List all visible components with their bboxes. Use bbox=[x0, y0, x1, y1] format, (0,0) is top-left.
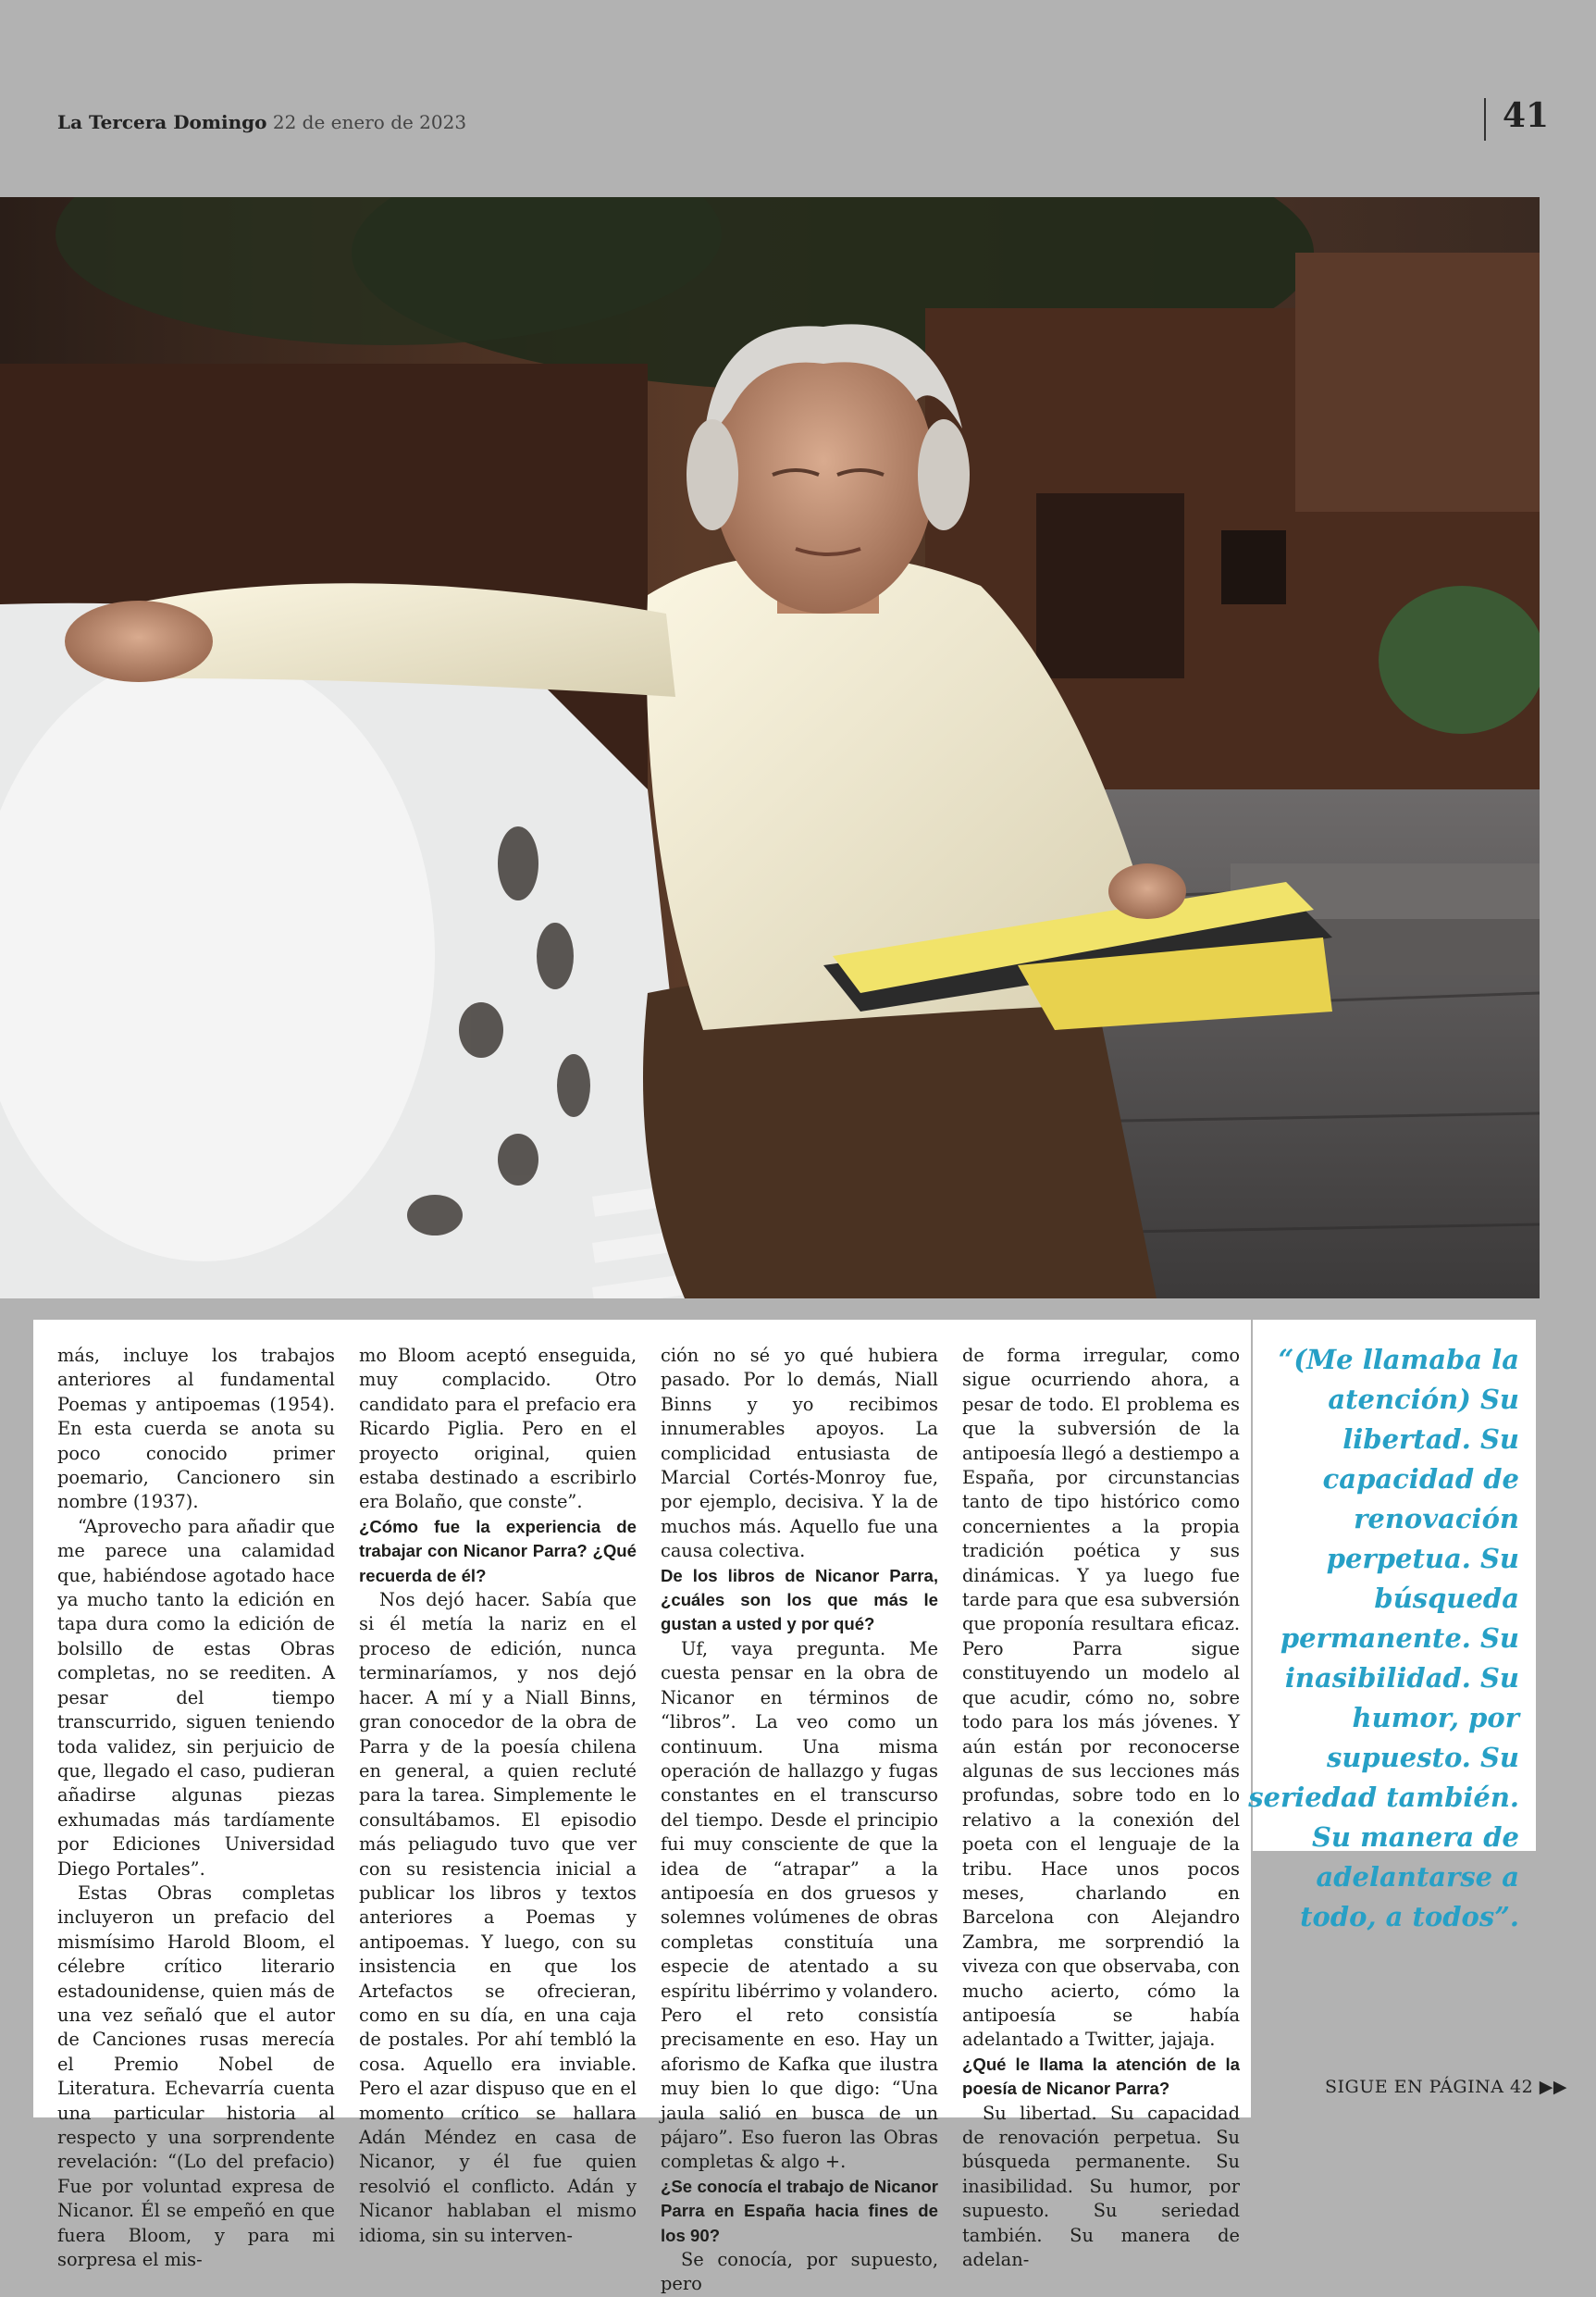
pullquote-box bbox=[1248, 1320, 1536, 1932]
continued-on-page: SIGUE EN PÁGINA 42 ▶▶ bbox=[1325, 2077, 1567, 2097]
pull-quote: “(Me llamaba la atención) Su libertad. Su capacidad de renovación perpetua. Su búsqueda permanente. Su inasibilidad. Su humor, por supuesto. Su seriedad también. Su manera de adelantarse a todo, a todos”. bbox=[1248, 1344, 1519, 1932]
paragraph: de forma irregular, como sigue ocurriendo ahora, a pesar de todo. El problema es que la subversión de la antipoesía llegó a destiempo a España, por circunstancias tanto de tipo histórico como concernientes a la propia tradición poética y sus dinámicas. Y ya luego fue tarde para que esa subversión que proponía resultara eficaz. Pero Parra sigue constituyendo un modelo al que acudir, cómo no, sobre todo para los más jóvenes. Y aún están por reconocerse algunas de sus lecciones más profundas, sobre todo en lo relativo a la conexión del poeta con el lenguaje de la tribu. Hace unos pocos meses, charlando en Barcelona con Alejandro Zambra, me sorprendió la viveza con que observaba, con mucho acierto, cómo la antipoesía se había adelantado a Twitter, jajaja. bbox=[962, 1345, 1240, 2051]
paragraph: Su libertad. Su capacidad de renovación perpetua. Su búsqueda permanente. Su inasibilidad. Su humor, por supuesto. Su seriedad también. Su manera de adelan- bbox=[962, 2102, 1240, 2271]
paragraph: más, incluye los trabajos anteriores al fundamental Poemas y antipoemas (1954). En esta cuerda se anota su poco conocido primer poemario, Cancionero sin nombre (1937). bbox=[57, 1345, 335, 1513]
interview-question: ¿Se conocía el trabajo de Nicanor Parra en España hacia fines de los 90? bbox=[661, 2176, 938, 2245]
paragraph: mo Bloom aceptó enseguida, muy complacido. Otro candidato para el prefacio era Ricardo Piglia. Pero en el proyecto original, quien estaba destinado a escribirlo era Bolaño, que conste”. bbox=[359, 1345, 637, 1513]
paragraph: Estas Obras completas incluyeron un prefacio del mismísimo Harold Bloom, el célebre crítico literario estadounidense, quien más de una vez señaló que el autor de Canciones rusas merecía el Premio Nobel de Literatura. Echevarría cuenta una particular historia al respecto y una sorprendente revelación: “(Lo del prefacio) Fue por voluntad expresa de Nicanor. Él se empeñó en que fuera Bloom, y para mi sorpresa el mis- bbox=[57, 1881, 335, 2271]
interview-question: ¿Qué le llama la atención de la poesía de Nicanor Parra? bbox=[962, 2054, 1240, 2099]
publication-name: La Tercera Domingo bbox=[57, 111, 267, 133]
page-number: 41 bbox=[1503, 96, 1550, 135]
portrait-photo bbox=[0, 197, 1540, 1298]
paragraph: Se conocía, por supuesto, pero bbox=[661, 2249, 938, 2295]
issue-date: 22 de enero de 2023 bbox=[272, 111, 467, 133]
paragraph: ción no sé yo qué hubiera pasado. Por lo demás, Niall Binns y yo recibimos innumerables apoyos. La complicidad entusiasta de Marcial Cortés-Monroy fue, por ejemplo, decisiva. Y la de muchos más. Aquello fue una causa colectiva. bbox=[661, 1345, 938, 1562]
interview-question: ¿Cómo fue la experiencia de trabajar con Nicanor Parra? ¿Qué recuerda de él? bbox=[359, 1516, 637, 1585]
paragraph: Nos dejó hacer. Sabía que si él metía la nariz en el proceso de edición, nunca terminaríamos, y nos dejó hacer. A mí y a Niall Binns, gran conocedor de la obra de Parra y de la poesía chilena en general, a quien recluté para la tarea. Simplemente le consultábamos. El episodio más peliagudo tuvo que ver con su resistencia inicial a publicar los libros y textos anteriores a Poemas y antipoemas. Y luego, con su insistencia en que los Artefactos se ofrecieran, como en su día, en una caja de postales. Por ahí tembló la cosa. Aquello era inviable. Pero el azar dispuso que en el momento crítico se hallara Adán Méndez en casa de Nicanor, y él fue quien resolvió el conflicto. Adán y Nicanor hablaban el mismo idioma, sin su interven- bbox=[359, 1589, 637, 2246]
text-column-2 bbox=[359, 1344, 637, 2248]
paragraph: “Aprovecho para añadir que me parece una calamidad que, habiéndose agotado hace ya mucho tanto la edición en tapa dura como la edición de bolsillo de estas Obras completas, no se reediten. A pesar del tiempo transcurrido, siguen teniendo toda validez, sin perjuicio de que, llegado el caso, pudieran añadirse algunas piezas exhumadas más tardíamente por Ediciones Universidad Diego Portales”. bbox=[57, 1515, 335, 1880]
paragraph: Uf, vaya pregunta. Me cuesta pensar en la obra de Nicanor en términos de “libros”. La veo como un continuum. Una misma operación de hallazgo y fugas constantes en el transcurso del tiempo. Desde el principio fui muy consciente de que la idea de “atrapar” a la antipoesía en dos gruesos y solemnes volúmenes de obras completas constituía una especie de atentado a su espíritu libérrimo y volandero. Pero el reto consistía precisamente en eso. Hay un aforismo de Kafka que ilustra muy bien lo que digo: “Una jaula salió en busca de un pájaro”. Eso fueron las Obras completas & algo +. bbox=[661, 1637, 938, 2173]
header-divider bbox=[1484, 98, 1486, 141]
text-column-4 bbox=[962, 1344, 1240, 2272]
text-column-3 bbox=[661, 1344, 938, 2297]
article-body bbox=[33, 1320, 1251, 2295]
interview-question: De los libros de Nicanor Parra, ¿cuáles son los que más le gustan a usted y por qué? bbox=[661, 1565, 938, 1634]
masthead bbox=[57, 111, 466, 133]
text-column-1 bbox=[57, 1344, 335, 2272]
